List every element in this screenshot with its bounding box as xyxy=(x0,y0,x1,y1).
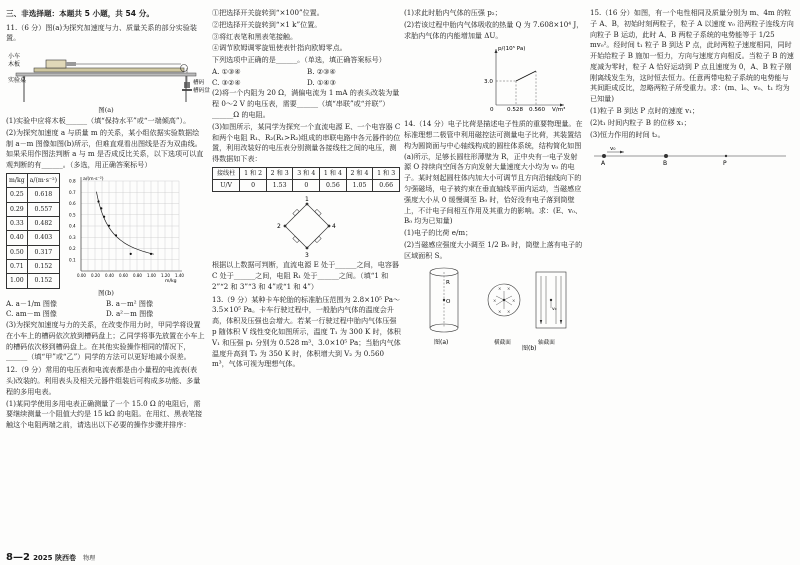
q15-sub2: (2)t₁ 时间内粒子 B 的位移 x₁； xyxy=(590,117,691,127)
cylinder-diagrams xyxy=(404,264,584,350)
data-point xyxy=(103,216,105,218)
pv-ylabel: p/(10⁵ Pa) xyxy=(498,46,526,53)
q11-graph xyxy=(63,173,185,289)
data-point xyxy=(150,253,152,255)
terminal-3: 3 xyxy=(305,252,309,260)
table-head-cell: 1 和 3 xyxy=(373,167,400,179)
axial-section-label: 轴截面 xyxy=(538,339,555,346)
table-row xyxy=(7,231,60,245)
section-title: 三、非选择题：本题共 5 小题，共 54 分。 xyxy=(6,9,154,18)
q11-stem: 11.（6 分）图(a)为探究加速度与力、质量关系的部分实验装置。 xyxy=(6,22,197,43)
table-cell: 0.557 xyxy=(27,202,59,216)
a-m-graph xyxy=(63,173,185,285)
y-tick-label: 0.5 xyxy=(69,212,76,218)
terminal-1: 1 xyxy=(305,196,309,204)
x-tick-label: 1.00 xyxy=(147,272,156,278)
fig-b-label: 图(b) xyxy=(522,344,537,352)
q15-label-a: A xyxy=(601,160,606,168)
table-head-cell: 接线柱 xyxy=(213,167,240,179)
cross-section-label: 横截面 xyxy=(494,339,511,346)
q13-pv-graph xyxy=(404,43,584,114)
label-hookpan: 槽码盘 xyxy=(193,88,210,95)
fit-curve xyxy=(96,192,153,255)
q15-sub3: (3)恒力作用的时间 t₂。 xyxy=(590,129,665,139)
q14-sub1: (1)电子的比荷 e/m； xyxy=(404,228,473,238)
table-row xyxy=(7,188,60,202)
x-tick-label: 0.80 xyxy=(133,272,142,278)
label-board: 木板 xyxy=(8,61,21,69)
table-head-cell: 2 和 4 xyxy=(346,167,373,179)
column-4 xyxy=(590,8,794,168)
svg-text:O: O xyxy=(446,298,451,305)
q13-stem: 13.（9 分）某种卡车轮胎的标准胎压范围为 2.8×10⁵ Pa～3.5×10⁵ Pa。卡车行驶过程中，一般胎内气体的温度会升高，体积及压强也会增大。若某一行驶过程中胎内气体压强 p 随体积 V 线性变化如图所示，温度 T₁ 为 300 K 时，体积 V₁ 和压强 p₁ 分别为 0.528 m³、3.0×10⁵ Pa；当胎内气体温度升高到 T₂ 为 350 K 时，体积增大到 V₂ 为 0.560 m³，气体可视为理想气体。 xyxy=(212,294,401,369)
table-cell: 0.50 xyxy=(7,245,28,259)
table-cell: 1.53 xyxy=(266,180,293,192)
q12-voltage-table xyxy=(212,167,400,192)
x-tick-label: 0.00 xyxy=(77,272,86,278)
table-row xyxy=(7,202,60,216)
table-cell: 0.152 xyxy=(27,259,59,273)
data-point xyxy=(97,200,99,202)
q12-option-a: A. ①③④ xyxy=(212,66,241,76)
table-cell: 0.25 xyxy=(7,188,28,202)
pv-xtick2: 0.560 xyxy=(529,107,546,114)
table-head-cell: 1 和 2 xyxy=(240,167,267,179)
q11-data-area xyxy=(6,173,206,289)
q11-option-c: C. am－m 图像 xyxy=(6,309,57,319)
table-head-cell: 2 和 3 xyxy=(266,167,293,179)
table-cell: 0 xyxy=(240,180,267,192)
y-tick-label: 0.8 xyxy=(69,178,76,184)
q12-step-1: ①把选择开关旋转到“×100”位置。 xyxy=(212,8,324,17)
fig-a-caption: 图(a) xyxy=(98,106,114,115)
table-cell: 0.40 xyxy=(7,231,28,245)
x-tick-label: 0.40 xyxy=(105,272,114,278)
q12-step-2: ②把选择开关旋转到“×1 k”位置。 xyxy=(212,19,322,29)
footer-tag: 物理 xyxy=(83,555,96,562)
pv-ytick: 3.0 xyxy=(484,79,493,86)
x-tick-label: 1.40 xyxy=(175,272,184,278)
svg-text:R: R xyxy=(446,279,450,286)
q11-sub1: (1)实验中应将木板______（填“保持水平”或“一端倾高”）。 xyxy=(6,115,191,125)
label-table: 实验桌 xyxy=(8,77,27,85)
q12-sub3: (3)如图所示，某同学为探究一个直流电源 E、一个电容器 C 和两个电阻 R₁、R₂(R₁>R₂)组成的串联电路中各元器件的位置，利用改装好的电压表分别测量各接线柱之间的电压，测得数据如下表： xyxy=(212,121,401,164)
q11-apparatus-figure xyxy=(6,46,210,104)
table-head-m: m/kg xyxy=(7,173,28,187)
pv-xtick1: 0.528 xyxy=(507,107,524,114)
q15-stem: 15.（16 分）如图，有一个电性相同及质量分别为 m、4m 的粒子 A、B，初始时刻两粒子，粒子 A 以速度 v₀ 沿两粒子连线方向向粒子 B 运动，此时 A、B 两粒子系统的电势能等于 1/25 mv₀²。经时间 t₁ 粒子 B 到达 P 点，此时两粒子速度相同，同时开始给粒子 B 施加一恒力，方向与速度方向相反。当粒子 B 的速度减为零时，粒子 A 恰好运动到 P 点且速度为 0，A、B 粒子刚刚离线发生为，这时恒去恒力。任意两带电粒子系统的电势能与其间距成反比，忽略两粒子所受重力。求：(m、l₀、v₀、t₁ 均为已知量) xyxy=(590,8,794,104)
table-cell: 0.56 xyxy=(320,180,347,192)
q12-step-3: ③将红表笔和黑表笔接触。 xyxy=(212,31,298,41)
x-tick-label: 1.20 xyxy=(161,272,170,278)
table-head-cell: 1 和 4 xyxy=(320,167,347,179)
q12-box-figure xyxy=(212,194,402,258)
x-tick-label: 0.60 xyxy=(119,272,128,278)
svg-text:×: × xyxy=(498,285,502,291)
particle-diagram xyxy=(590,142,790,166)
table-cell: 0.29 xyxy=(7,202,28,216)
svg-text:×: × xyxy=(507,285,511,291)
pv-xunit: V/m³ xyxy=(552,107,566,114)
q11-sub2: (2)为探究加速度 a 与质量 m 的关系，某小组依据实验数据绘制 a－m 图像如图(b)所示，但难直观看出图线是否为双曲线。如果采用作图法判断 a 与 m 是否成反比关系，以下选项可以直观判断的有______。（多选，用正确答案标号） xyxy=(6,127,204,170)
q15-diagram xyxy=(590,142,794,166)
table-cell: 1.00 xyxy=(7,274,28,288)
q14-sub2: (2)当磁感应强度大小调至 1/2 B₀ 时，筒壁上落有电子的区域面积 S。 xyxy=(404,239,583,260)
q12-step-4: ④调节欧姆调零旋钮使表针指向欧姆零点。 xyxy=(212,43,347,53)
terminal-2: 2 xyxy=(277,223,281,231)
table-cell: U/V xyxy=(213,180,240,192)
column-2 xyxy=(212,8,402,371)
q14-figures xyxy=(404,264,584,350)
x-axis-label: m/kg xyxy=(165,278,177,284)
q15-sub1: (1)粒子 B 到达 P 点时的速度 v₁； xyxy=(590,106,700,116)
q12-after-text: 根据以上数据可判断，直流电源 E 处于______之间，电容器 C 处于______之间，电阻 R₁ 处于______之间。（填“1 和 2”“2 和 3”“3 和 4”或“1 和 4”） xyxy=(212,260,400,291)
svg-text:×: × xyxy=(512,297,516,303)
q12-option-d: D. ①④③ xyxy=(307,77,337,87)
q12-sub1: (1)某同学使用多用电表正确测量了一个 15.0 Ω 的电阻后，需要继续测量一个阻值大约是 15 kΩ 的电阻。在用红、黑表笔接触这个电阻两端之前，请选出以下必要的操作步骤并排序： xyxy=(6,398,203,430)
svg-text:×: × xyxy=(507,308,511,314)
q11-option-a: A. a－1/m 图像 xyxy=(6,298,58,308)
y-tick-label: 0.1 xyxy=(69,257,76,263)
svg-text:v₀: v₀ xyxy=(552,306,557,312)
svg-text:×: × xyxy=(493,297,497,303)
table-cell: 1.05 xyxy=(346,180,373,192)
page-number: 8—2 xyxy=(6,552,30,563)
q11-sub3: (3)为探究加速度与力的关系，在改变作用力时，甲同学将设置在小车上的槽码依次放到槽码盘上；乙同学将事先放置在小车上的槽码依次移到槽码盘上。在其他实验操作相同的情况下，______（填“甲”或“乙”）同学的方法可以更好地减小误差。 xyxy=(6,320,205,362)
table-cell: 0.66 xyxy=(373,180,400,192)
table-cell: 0.618 xyxy=(27,188,59,202)
data-point xyxy=(108,224,110,226)
q15-label-b: B xyxy=(663,160,668,168)
table-head-a: a/(m·s⁻²) xyxy=(27,173,59,187)
q11-data-table xyxy=(6,173,60,289)
q13-sub1: (1)求此时胎内气体的压强 p₂； xyxy=(404,8,502,17)
terminal-4: 4 xyxy=(332,223,336,231)
q12-option-c: C. ③②④ xyxy=(212,77,241,87)
fig-b-caption: 图(b) xyxy=(98,288,114,297)
p-v-graph xyxy=(404,43,584,114)
y-tick-label: 0.3 xyxy=(69,234,76,240)
q11-options xyxy=(6,299,206,321)
table-row xyxy=(7,274,60,288)
table-cell: 0 xyxy=(293,180,320,192)
apparatus-diagram xyxy=(6,46,210,104)
column-3 xyxy=(404,8,584,352)
footer-series: 2025 陕西卷 xyxy=(33,554,76,562)
label-car: 小车 xyxy=(8,53,21,61)
table-cell: 0.403 xyxy=(27,231,59,245)
data-point xyxy=(130,253,132,255)
y-tick-label: 0.4 xyxy=(69,223,76,229)
pv-origin: 0 xyxy=(490,107,494,114)
label-hook: 槽码 xyxy=(193,80,205,87)
q13-sub2: (2)若该过程中胎内气体吸收的热量 Q 为 7.608×10⁴ J，求胎内气体的内能增加量 ΔU。 xyxy=(404,19,584,40)
table-cell: 0.71 xyxy=(7,259,28,273)
table-row xyxy=(7,216,60,230)
table-cell: 0.482 xyxy=(27,216,59,230)
y-tick-label: 0.7 xyxy=(69,189,76,195)
data-point xyxy=(100,207,102,209)
black-box-diagram xyxy=(212,194,402,258)
q12-options xyxy=(212,67,402,89)
svg-text:×: × xyxy=(498,308,502,314)
y-tick-label: 0.2 xyxy=(69,245,76,251)
q15-label-v0: v₀ xyxy=(610,146,616,153)
q15-label-p: P xyxy=(723,160,727,168)
page-footer xyxy=(6,550,95,566)
table-row xyxy=(7,245,60,259)
table-cell: 0.317 xyxy=(27,245,59,259)
q12-sub2: (2)将一个内阻为 20 Ω，满偏电流为 1 mA 的表头改装为量程 0～2 V 的电压表，需要______（填“串联”或“并联”）______Ω 的电阻。 xyxy=(212,88,400,120)
data-point xyxy=(115,234,117,236)
q11-option-d: D. a²－m 图像 xyxy=(106,309,154,319)
table-head-cell: 3 和 4 xyxy=(293,167,320,179)
q12-option-b: B. ②③④ xyxy=(307,66,336,76)
column-1 xyxy=(6,8,210,432)
y-tick-label: 0.6 xyxy=(69,200,76,206)
table-cell: 0.152 xyxy=(27,274,59,288)
x-tick-label: 0.20 xyxy=(91,272,100,278)
y-axis-label: a/(m·s⁻²) xyxy=(83,176,104,182)
q12-stem: 12.（9 分）常用的电压表和电流表都是由小量程的电流表(表头)改装的。利用表头及相关元器件组装后可构成多功能、多量程的多用电表。 xyxy=(6,365,201,396)
table-row xyxy=(7,259,60,273)
fig-a-label: 图(a) xyxy=(434,338,449,346)
q11-option-b: B. a－m² 图像 xyxy=(106,298,154,308)
q14-stem: 14.（14 分）电子比荷是描述电子性质的重要物理量。在标准理想二极管中利用磁控法可测量电子比荷，其装置结构为圆筒面与中心轴线构成的圆柱体系统，结构简化如图(a)所示，足够长圆柱形薄壁为 R，正中央有一电子发射源 O 持续向空间各方向发射大量速度大小均为 v₀ 的电子。某时刻起圆柱体内加大小可调节且方向沿轴线向下的匀强磁场，电子被约束在垂直轴线平面内运动，当磁感应强度大小从 0 缓慢调至 B₀ 时，恰好没有电子落到筒壁上，不计电子间相互作用及其重力的影响。求：(E、v₀、B₀ 均为已知量) xyxy=(404,119,583,226)
table-cell: 0.33 xyxy=(7,216,28,230)
q12-order-question: 下列选项中正确的是______。（单选，填正确答案标号） xyxy=(212,55,386,65)
